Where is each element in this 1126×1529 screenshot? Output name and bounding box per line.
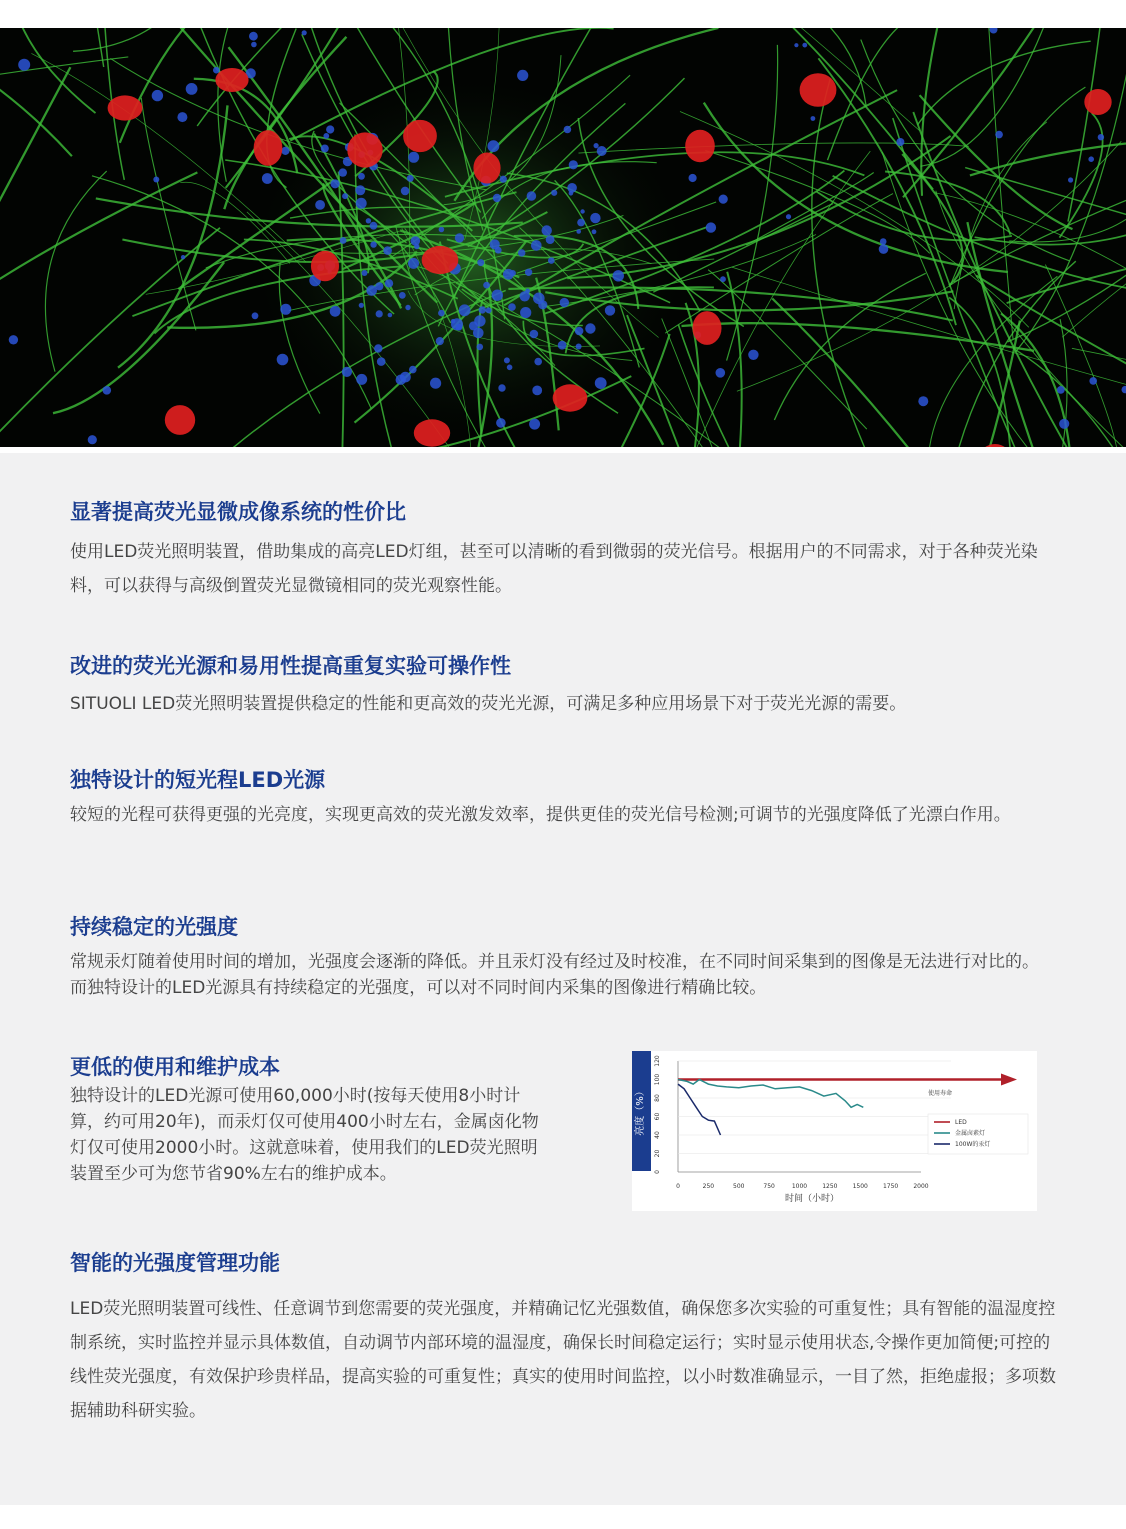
stained-cell xyxy=(311,251,339,282)
nucleus xyxy=(249,32,258,41)
nucleus xyxy=(399,292,406,299)
nucleus xyxy=(496,418,506,428)
nucleus xyxy=(213,67,220,74)
stained-cell xyxy=(108,95,143,120)
nucleus xyxy=(1089,377,1097,385)
nucleus xyxy=(366,218,371,223)
stained-cell xyxy=(347,132,382,167)
nucleus xyxy=(9,335,18,344)
section-cost-performance xyxy=(70,498,1060,603)
nucleus xyxy=(531,240,542,251)
nucleus xyxy=(385,279,393,287)
nucleus xyxy=(438,310,445,317)
y-axis-label: 亮度（%） xyxy=(635,1086,646,1136)
stained-cell xyxy=(422,246,459,274)
nucleus xyxy=(474,315,485,326)
x-tick-label: 2000 xyxy=(913,1183,929,1190)
nucleus xyxy=(590,213,600,223)
section-body: 独特设计的LED光源可使用60,000小时(按每天使用8小时计算，约可用20年)，而汞灯仅可使用400小时左右，金属卤化物灯仅可使用2000小时。这就意味着，使用我们的LED荧光照明装置至少可为您节省90%左右的维护成本。 xyxy=(70,1086,539,1184)
lifetime-arrow xyxy=(1001,1074,1017,1086)
series-line xyxy=(678,1080,863,1108)
nucleus xyxy=(569,160,578,169)
section-body: 使用LED荧光照明装置，借助集成的高亮LED灯组，甚至可以清晰的看到微弱的荧光信号。根据用户的不同需求，对于各种荧光染料，可以获得与高级倒置荧光显微镜相同的荧光观察性能。 xyxy=(70,542,1038,596)
nucleus xyxy=(375,282,383,290)
nucleus xyxy=(330,306,341,317)
nucleus xyxy=(794,43,798,47)
nucleus xyxy=(879,244,889,254)
nucleus xyxy=(508,303,516,311)
stained-cell xyxy=(215,68,248,92)
nucleus xyxy=(706,222,716,232)
x-tick-label: 0 xyxy=(676,1183,680,1190)
nucleus xyxy=(262,173,273,184)
stained-cell xyxy=(692,311,721,345)
stained-cell xyxy=(553,384,588,411)
nucleus xyxy=(527,191,537,201)
nucleus xyxy=(359,303,364,308)
nucleus xyxy=(281,147,289,155)
nucleus xyxy=(408,152,419,163)
nucleus xyxy=(455,233,464,242)
nucleus xyxy=(995,131,1003,139)
nucleus xyxy=(595,377,607,389)
nucleus xyxy=(613,270,624,281)
nucleus xyxy=(331,179,340,188)
nucleus xyxy=(542,225,552,235)
nucleus xyxy=(719,195,728,204)
nucleus xyxy=(532,386,542,396)
legend-label: 金属卤素灯 xyxy=(955,1130,986,1137)
nucleus xyxy=(1088,156,1094,162)
nucleus xyxy=(277,354,289,366)
micrograph-image xyxy=(0,28,1126,447)
nucleus xyxy=(409,366,417,374)
lifetime-annotation: 使用寿命 xyxy=(928,1090,953,1097)
nucleus xyxy=(1059,419,1069,429)
nucleus xyxy=(407,175,414,182)
nucleus xyxy=(605,305,615,315)
nucleus xyxy=(473,328,484,339)
nucleus xyxy=(103,386,112,395)
x-tick-label: 500 xyxy=(733,1183,745,1190)
nucleus xyxy=(323,133,329,139)
nucleus xyxy=(342,193,348,199)
nucleus xyxy=(507,365,513,371)
lifetime-chart xyxy=(632,1051,1037,1211)
nucleus xyxy=(592,229,597,234)
stained-cell xyxy=(473,152,500,183)
nucleus xyxy=(748,350,758,360)
nucleus xyxy=(802,43,807,48)
nucleus xyxy=(493,194,501,202)
nucleus xyxy=(152,90,163,101)
nucleus xyxy=(355,185,365,195)
nucleus xyxy=(486,307,492,313)
nucleus xyxy=(326,125,334,133)
nucleus xyxy=(315,200,325,210)
nucleus xyxy=(896,138,904,146)
nucleus xyxy=(520,307,531,318)
nucleus xyxy=(18,59,30,71)
section-lower-cost xyxy=(70,1053,548,1187)
nucleus xyxy=(383,246,392,255)
section-title: 改进的荧光光源和易用性提高重复实验可操作性 xyxy=(70,654,511,678)
nucleus xyxy=(362,270,368,276)
nucleus xyxy=(370,222,378,230)
nucleus xyxy=(479,306,486,313)
hero-micrograph xyxy=(0,28,1126,447)
nucleus xyxy=(564,126,572,134)
nucleus xyxy=(525,289,530,294)
nucleus xyxy=(504,357,510,363)
nucleus xyxy=(576,344,582,350)
nucleus xyxy=(356,198,367,209)
nucleus xyxy=(153,177,159,183)
nucleus xyxy=(483,282,490,289)
nucleus xyxy=(186,83,198,95)
nucleus xyxy=(321,145,329,153)
nucleus xyxy=(280,304,291,315)
nucleus xyxy=(181,255,185,259)
nucleus xyxy=(302,30,307,35)
section-short-path-led xyxy=(70,766,1055,828)
nucleus xyxy=(405,305,410,310)
nucleus xyxy=(585,323,595,333)
nucleus xyxy=(689,174,697,182)
nucleus xyxy=(356,374,367,385)
nucleus xyxy=(88,435,97,444)
section-title: 更低的使用和维护成本 xyxy=(70,1055,280,1079)
nucleus xyxy=(477,259,484,266)
nucleus xyxy=(374,344,382,352)
nucleus xyxy=(1068,177,1073,182)
nucleus xyxy=(370,241,376,247)
nucleus xyxy=(530,330,539,339)
section-body: SITUOLI LED荧光照明装置提供稳定的性能和更高效的荧光光源，可满足多种应用场景下对于荧光光源的需要。 xyxy=(70,694,907,714)
nucleus xyxy=(518,249,525,256)
nucleus xyxy=(451,318,463,330)
stained-cell xyxy=(685,130,715,163)
x-tick-label: 1250 xyxy=(822,1183,838,1190)
nucleus xyxy=(594,143,599,148)
nucleus xyxy=(488,140,500,152)
stained-cell xyxy=(800,73,837,106)
nucleus xyxy=(525,269,532,276)
nucleus xyxy=(376,310,383,317)
nucleus xyxy=(716,368,726,378)
section-light-source-usability xyxy=(70,652,1060,719)
nucleus xyxy=(459,304,471,316)
nucleus xyxy=(377,357,386,366)
nucleus xyxy=(517,70,528,81)
nucleus xyxy=(492,290,503,301)
nucleus xyxy=(1057,386,1065,394)
section-intensity-management xyxy=(70,1249,1060,1428)
legend-label: 100W的汞灯 xyxy=(955,1141,991,1148)
nucleus xyxy=(251,42,257,48)
nucleus xyxy=(1098,134,1104,140)
section-stable-intensity xyxy=(70,913,1055,1001)
nucleus xyxy=(575,327,584,336)
nucleus xyxy=(498,384,505,391)
nucleus xyxy=(339,168,347,176)
nucleus xyxy=(414,244,419,249)
section-title: 智能的光强度管理功能 xyxy=(70,1251,280,1275)
section-body: 常规汞灯随着使用时间的增加，光强度会逐渐的降低。并且汞灯没有经过及时校准，在不同时间采集到的图像是无法进行对比的。而独特设计的LED光源具有持续稳定的光强度，可以对不同时间内采集的图像进行精确比较。 xyxy=(70,952,1039,998)
x-tick-label: 1750 xyxy=(882,1183,899,1190)
y-tick-label: 40 xyxy=(654,1131,661,1139)
section-body: 较短的光程可获得更强的光亮度，实现更高效的荧光激发效率，提供更佳的荧光信号检测;可调节的光强度降低了光漂白作用。 xyxy=(70,805,1011,825)
x-tick-label: 1500 xyxy=(852,1183,868,1190)
nucleus xyxy=(533,293,545,305)
x-tick-label: 250 xyxy=(702,1183,715,1190)
nucleus xyxy=(510,270,516,276)
legend-label: LED xyxy=(955,1119,967,1126)
nucleus xyxy=(534,358,542,366)
nucleus xyxy=(396,375,406,385)
nucleus xyxy=(546,235,555,244)
stained-cell xyxy=(165,405,195,435)
nucleus xyxy=(786,214,791,219)
nucleus xyxy=(177,112,187,122)
y-tick-label: 80 xyxy=(654,1094,661,1102)
nucleus xyxy=(811,116,816,121)
nucleus xyxy=(577,219,585,227)
nucleus xyxy=(551,190,557,196)
stained-cell xyxy=(254,130,283,166)
nucleus xyxy=(560,298,569,307)
stained-cell xyxy=(1084,89,1111,115)
nucleus xyxy=(430,378,441,389)
section-title: 独特设计的短光程LED光源 xyxy=(70,768,326,792)
section-body: LED荧光照明装置可线性、任意调节到您需要的荧光强度，并精确记忆光强数值，确保您多次实验的可重复性；具有智能的温湿度控制系统，实时监控并显示具体数值，自动调节内部环境的温湿度，确保长时间稳定运行；实时显示使用状态,令操作更加简便;可控的线性荧光强度，有效保护珍贵样品，提高实验的可重复性；真实的使用时间监控，以小时数准确显示，一目了然，拒绝虚报；多项数据辅助科研实验。 xyxy=(70,1299,1056,1421)
nucleus xyxy=(597,146,607,156)
section-title: 持续稳定的光强度 xyxy=(70,915,238,939)
section-title: 显著提高荧光显微成像系统的性价比 xyxy=(70,500,406,524)
nucleus xyxy=(580,209,584,213)
nucleus xyxy=(720,276,726,282)
y-tick-label: 0 xyxy=(654,1170,661,1174)
stained-cell xyxy=(414,419,450,446)
nucleus xyxy=(500,176,507,183)
nucleus xyxy=(567,183,577,193)
nucleus xyxy=(358,173,365,180)
y-tick-label: 120 xyxy=(654,1055,661,1067)
stained-cell xyxy=(403,120,437,152)
nucleus xyxy=(548,257,555,264)
nucleus xyxy=(477,344,484,351)
nucleus xyxy=(529,419,540,430)
nucleus xyxy=(436,337,444,345)
nucleus xyxy=(558,341,567,350)
nucleus xyxy=(439,227,445,233)
nucleus xyxy=(252,312,259,319)
x-tick-label: 1000 xyxy=(791,1183,808,1190)
y-tick-label: 100 xyxy=(654,1073,661,1086)
y-tick-label: 20 xyxy=(654,1149,661,1158)
nucleus xyxy=(576,229,581,234)
nucleus xyxy=(918,396,928,406)
lifetime-chart-svg xyxy=(632,1051,1037,1211)
nucleus xyxy=(342,367,352,377)
x-tick-label: 750 xyxy=(763,1183,775,1190)
series-line xyxy=(678,1084,721,1135)
y-tick-label: 60 xyxy=(654,1112,661,1121)
nucleus xyxy=(340,237,347,244)
nucleus xyxy=(880,238,887,245)
nucleus xyxy=(408,258,419,269)
nucleus xyxy=(495,247,502,254)
nucleus xyxy=(388,313,393,318)
x-axis-label: 时间（小时） xyxy=(784,1194,840,1204)
nucleus xyxy=(401,187,410,196)
